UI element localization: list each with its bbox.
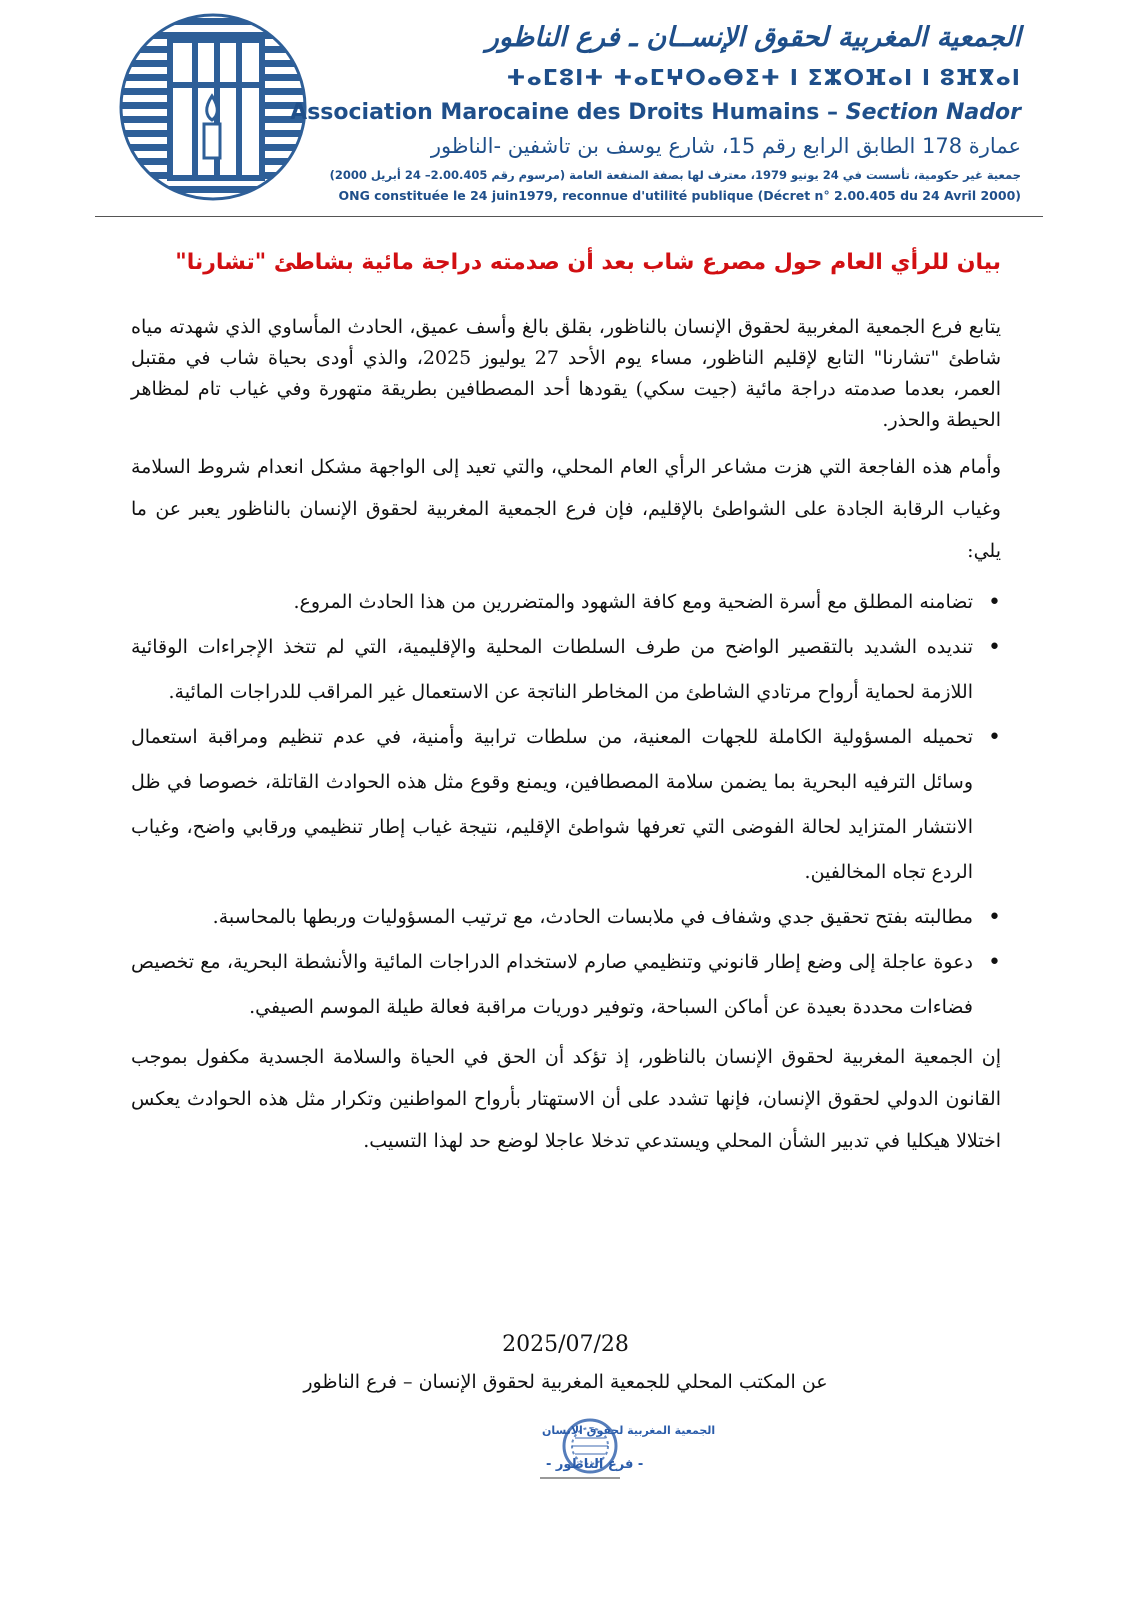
signatory-line: عن المكتب المحلي للجمعية المغربية لحقوق الإنسان – فرع الناظور bbox=[303, 1371, 828, 1393]
context-paragraph: وأمام هذه الفاجعة التي هزت مشاعر الرأي العام المحلي، والتي تعيد إلى الواجهة مشكل انعدام شروط السلامة وغياب الرقابة الجادة على الشواطئ بالإقليم، فإن فرع الجمعية المغربية لحقوق الإنسان بالناظور يعبر عن ما يلي: bbox=[131, 456, 1001, 562]
header-divider bbox=[95, 216, 1043, 217]
org-name-tifinagh: ⵜⴰⵎⵓⵏⵜ ⵜⴰⵎⵖⵔⴰⴱⵉⵜ ⵏ ⵉⵣⵔⴼⴰⵏ ⵏ ⵓⴼⴳⴰⵏ bbox=[506, 66, 1021, 91]
ngo-status-french: ONG constituée le 24 juin1979, reconnue d'utilité publique (Décret n° 2.00.405 du 24 Avril 2000) bbox=[338, 188, 1021, 203]
list-item: • تحميله المسؤولية الكاملة للجهات المعنية، من سلطات ترابية وأمنية، في عدم تنظيم ومراقبة استعمال وسائل الترفيه البحرية بما يضمن سلامة المصطافين، ويمنع وقوع مثل هذه الحوادث القاتلة، خصوصا في ظل الانتشار المتزايد لحالة الفوضى التي تعرفها شواطئ الإقليم، نتيجة غياب إطار تنظيمي ورقابي واضح، وغياب الردع تجاه المخالفين. bbox=[131, 715, 973, 895]
stamp-line-1: الجمعية المغربية لحقوق الانسان bbox=[542, 1424, 716, 1437]
ngo-status-arabic: جمعية غير حكومية، تأسست في 24 يونيو 1979، معترف لها بصفة المنفعة العامة (مرسوم رقم 2.00.405– 24 أبريل 2000) bbox=[329, 168, 1021, 182]
demands-list bbox=[131, 580, 1001, 1030]
address-arabic: عمارة 178 الطابق الرابع رقم 15، شارع يوسف بن تاشفين -الناظور bbox=[430, 134, 1021, 158]
statement-body bbox=[131, 312, 1001, 1172]
section-name-french: Section Nador bbox=[845, 100, 1021, 125]
stamp-line-2: - فرع الناظور - bbox=[546, 1457, 644, 1472]
intro-paragraph: يتابع فرع الجمعية المغربية لحقوق الإنسان بالناظور، بقلق بالغ وأسف عميق، الحادث المأساوي الذي شهدته مياه شاطئ "تشارنا" التابع لإقليم الناظور، مساء يوم الأحد 27 يوليوز 2025، والذي أودى بحياة شاب في مقتبل العمر، بعدما صدمته دراجة مائية (جيت سكي) يقودها أحد المصطافين بطريقة متهورة وفي غياب تام لمظاهر الحيطة والحذر. bbox=[131, 316, 1001, 431]
statement-date: 2025/07/28 bbox=[502, 1332, 629, 1357]
list-item: • تنديده الشديد بالتقصير الواضح من طرف السلطات المحلية والإقليمية، التي لم تتخذ الإجراءات الوقائية اللازمة لحماية أرواح مرتادي الشاطئ من المخاطر الناتجة عن الاستعمال غير المراقب للدراجات المائية. bbox=[131, 625, 973, 715]
list-item: • دعوة عاجلة إلى وضع إطار قانوني وتنظيمي صارم لاستخدام الدراجات المائية والأنشطة البحرية، مع تخصيص فضاءات محددة بعيدة عن أماكن السباحة، وتوفير دوريات مراقبة فعالة طيلة الموسم الصيفي. bbox=[131, 940, 973, 1030]
list-item: • مطالبته بفتح تحقيق جدي وشفاف في ملابسات الحادث، مع ترتيب المسؤوليات وربطها بالمحاسبة. bbox=[131, 895, 973, 940]
amdh-logo-icon bbox=[118, 12, 308, 202]
org-name-french bbox=[290, 100, 1021, 125]
org-name-french-text: Association Marocaine des Droits Humains – bbox=[290, 100, 846, 125]
closing-paragraph: إن الجمعية المغربية لحقوق الإنسان بالناظور، إذ تؤكد أن الحق في الحياة والسلامة الجسدية مكفول بموجب القانون الدولي لحقوق الإنسان، فإنها تشدد على أن الاستهتار بأرواح المواطنين وتكرار مثل هذه الحوادث يعكس اختلالا هيكليا في تدبير الشأن المحلي ويستدعي تدخلا عاجلا لوضع حد لهذا التسيب. bbox=[131, 1046, 1001, 1152]
official-stamp-icon bbox=[420, 1408, 716, 1493]
org-name-arabic: الجمعية المغربية لحقوق الإنســان ـ فرع الناظور bbox=[485, 22, 1021, 53]
statement-title: بيان للرأي العام حول مصرع شاب بعد أن صدمته دراجة مائية بشاطئ "تشارنا" bbox=[175, 250, 1001, 275]
list-item: • تضامنه المطلق مع أسرة الضحية ومع كافة الشهود والمتضررين من هذا الحادث المروع. bbox=[131, 580, 973, 625]
